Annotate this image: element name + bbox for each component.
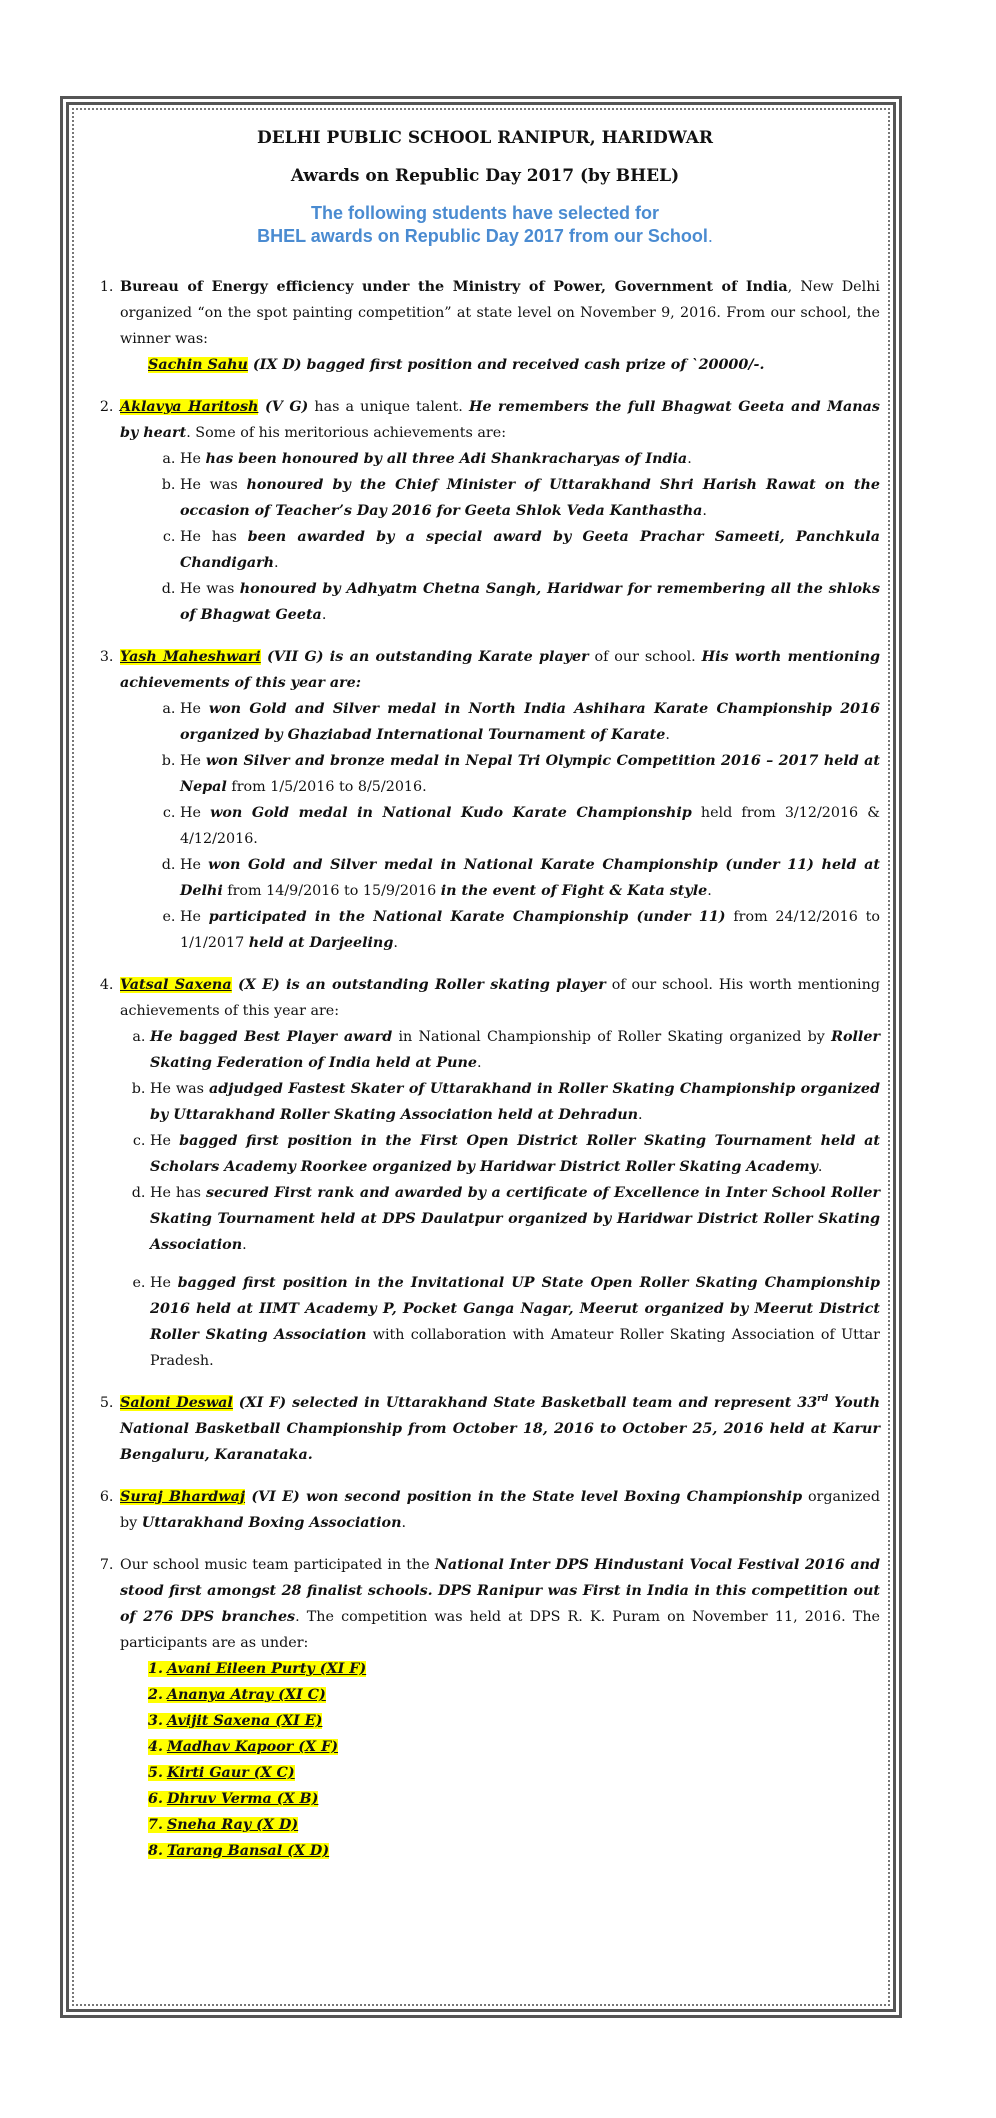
intro-period: . (707, 226, 713, 246)
achievement-list (120, 1024, 880, 1374)
list-item (118, 1390, 880, 1468)
participant-item: 7. Sneha Ray (X D) (148, 1817, 299, 1833)
list-item (118, 394, 880, 628)
student-name: Sachin Sahu (148, 357, 248, 373)
student-class: (V G) (258, 399, 309, 415)
document-body (90, 118, 880, 1880)
item-text: organized by (120, 1489, 880, 1531)
student-name: Saloni Deswal (120, 1395, 233, 1411)
achievement-item: a. He bagged Best Player award in National Championship of Roller Skating organized by Roller Skating Federation of India held at Pune. (150, 1024, 880, 1076)
item-text-bold: (VI E) won second position in the State level Boxing Championship (245, 1489, 803, 1505)
item-text: of our school. His worth mentioning achievements of this year are: (120, 977, 880, 1019)
achievement-item: c. He bagged first position in the First Open District Roller Skating Tournament held at Scholars Academy Roorkee organized by Haridwar District Roller Skating Academy. (150, 1128, 880, 1180)
student-name: Aklavya Haritosh (120, 399, 259, 415)
achievement-item: c. He won Gold medal in National Kudo Karate Championship held from 3/12/2016 & 4/12/2016. (180, 800, 880, 852)
winner-line (148, 352, 880, 378)
school-name: DELHI PUBLIC SCHOOL RANIPUR, HARIDWAR (256, 128, 714, 148)
list-item (118, 644, 880, 956)
student-name: Vatsal Saxena (120, 977, 232, 993)
item-text-bold: (XI F) selected in Uttarakhand State Basketball team and represent 33 (232, 1395, 818, 1411)
item-text: Our school music team participated in the (120, 1557, 435, 1573)
item-text-bold: (VII G) is an outstanding Karate player (260, 649, 589, 665)
participants-list (120, 1656, 880, 1864)
participant-item: 4. Madhav Kapoor (X F) (148, 1739, 338, 1755)
achievement-item: d. He won Gold and Silver medal in National Karate Championship (under 11) held at Delhi from 14/9/2016 to 15/9/2016 in the event of Fight & Kata style. (180, 852, 880, 904)
list-item (118, 274, 880, 378)
achievement-item: e. He participated in the National Karate Championship (under 11) from 24/12/2016 to 1/1/2017 held at Darjeeling. (180, 904, 880, 956)
item-text-bold: Youth National Basketball Championship from October 18, 2016 to October 25, 2016 held at Karur Bengaluru, Karanataka. (120, 1395, 881, 1463)
item-text: , New Delhi organized “on the spot painting competition” at state level on November 9, 2016. From our school, the winner was: (120, 279, 880, 347)
item-text: of our school. (588, 649, 702, 665)
achievement-item: b. He won Silver and bronze medal in Nepal Tri Olympic Competition 2016 – 2017 held at Nepal from 1/5/2016 to 8/5/2016. (180, 748, 880, 800)
participant-item: 2. Ananya Atray (XI C) (148, 1687, 326, 1703)
achievement-item: e. He bagged first position in the Invitational UP State Open Roller Skating Championship 2016 held at IIMT Academy P, Pocket Ganga Nagar, Meerut organized by Meerut District Roller Skating Association with collaboration with Amateur Roller Skating Association of Uttar Pradesh. (150, 1270, 880, 1374)
achievement-item: c. He has been awarded by a special award by Geeta Prachar Sameeti, Panchkula Chandigarh. (180, 524, 880, 576)
list-item (118, 972, 880, 1374)
item-text-bold: His worth mentioning achievements of this year are: (120, 649, 880, 691)
achievement-item: a. He won Gold and Silver medal in North India Ashihara Karate Championship 2016 organized by Ghaziabad International Tournament of Karate. (180, 696, 880, 748)
superscript: rd (817, 1394, 829, 1405)
achievement-item: d. He was honoured by Adhyatm Chetna Sangh, Haridwar for remembering all the shloks of Bhagwat Geeta. (180, 576, 880, 628)
student-name: Yash Maheshwari (120, 649, 261, 665)
awards-list (90, 274, 880, 1864)
item-text: . Some of his meritorious achievements are: (186, 425, 507, 441)
student-name: Suraj Bhardwaj (120, 1489, 246, 1505)
item-text-bold: He remembers the full Bhagwat Geeta and Manas by heart (120, 399, 880, 441)
intro-text (90, 202, 880, 248)
achievement-list (120, 446, 880, 628)
achievement-list (120, 696, 880, 956)
awards-title: Awards on Republic Day 2017 (by BHEL) (290, 166, 680, 186)
winner-text: (IX D) bagged first position and received cash prize of `20000/-. (247, 357, 765, 373)
participant-item: 5. Kirti Gaur (X C) (148, 1765, 295, 1781)
participant-item: 1. Avani Eileen Purty (XI F) (148, 1661, 367, 1677)
intro-line-1: The following students have selected for (310, 203, 660, 223)
intro-line-2: BHEL awards on Republic Day 2017 from our School (257, 226, 708, 246)
participant-item: 6. Dhruv Verma (X B) (148, 1791, 319, 1807)
list-item (118, 1552, 880, 1864)
achievement-item: b. He was honoured by the Chief Minister of Uttarakhand Shri Harish Rawat on the occasion of Teacher’s Day 2016 for Geeta Shlok Veda Kanthastha. (180, 472, 880, 524)
organizer: Bureau of Energy efficiency under the Ministry of Power, Government of India (120, 279, 788, 295)
item-text-bold: Uttarakhand Boxing Association (141, 1515, 402, 1531)
participant-item: 3. Avijit Saxena (XI E) (148, 1713, 323, 1729)
achievement-item: b. He was adjudged Fastest Skater of Uttarakhand in Roller Skating Championship organized by Uttarakhand Roller Skating Association held at Dehradun. (150, 1076, 880, 1128)
participant-item: 8. Tarang Bansal (X D) (148, 1843, 330, 1859)
list-item (118, 1484, 880, 1536)
item-text-bold: National Inter DPS Hindustani Vocal Festival 2016 and stood first amongst 28 finalist schools. DPS Ranipur was First in India in this competition out of 276 DPS branches (120, 1557, 880, 1625)
achievement-item: d. He has secured First rank and awarded by a certificate of Excellence in Inter School Roller Skating Tournament held at DPS Daulatpur organized by Haridwar District Roller Skating Association. (150, 1180, 880, 1258)
item-text: has a unique talent. (308, 399, 469, 415)
item-text-bold: (X E) is an outstanding Roller skating player (231, 977, 606, 993)
item-text: . The competition was held at DPS R. K. Puram on November 11, 2016. The participants are as under: (120, 1609, 880, 1651)
achievement-item: a. He has been honoured by all three Adi Shankracharyas of India. (180, 446, 880, 472)
item-text: . (401, 1515, 407, 1531)
